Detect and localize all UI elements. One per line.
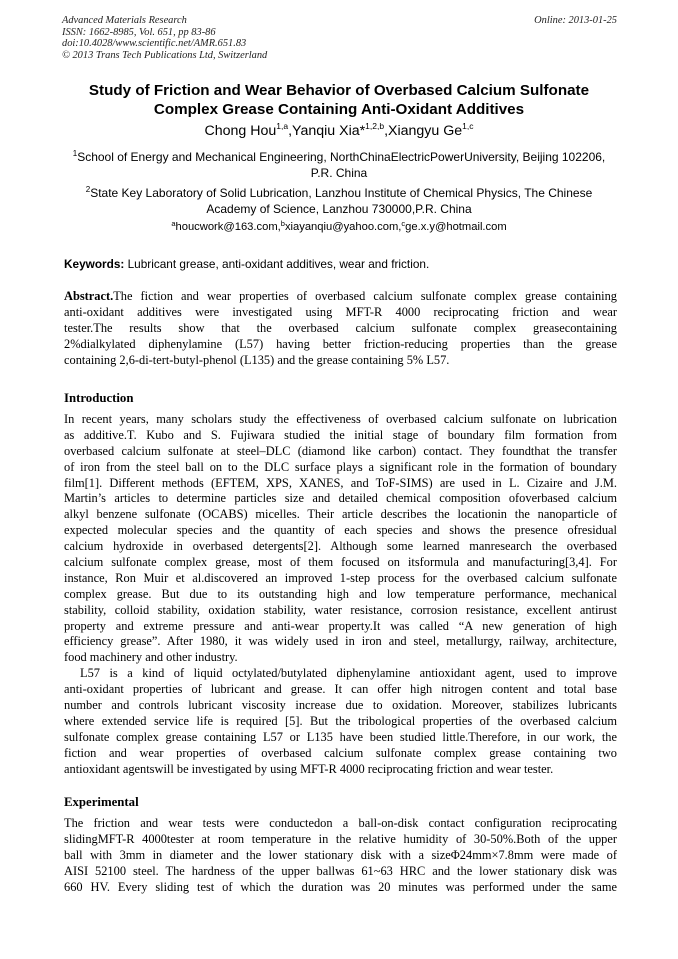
text-line: film[1]. Different methods (EFTEM, XPS, XANES, and ToF-SIMS) are used in L. Cizaire and J.M. xyxy=(64,475,617,490)
abstract-line: containing 2,6-di-tert-butyl-phenol (L135) and the grease containing 5% L57. xyxy=(64,352,450,367)
text-line: of iron from the steel ball on to the DLC surface plays a significant role in the formation of boundary xyxy=(64,459,617,474)
journal-name: Advanced Materials Research xyxy=(62,15,187,26)
text-line: alkyl benzene sulfonate (OCABS) micelles. Their article describes the locationin the nanoparticle of xyxy=(64,507,617,522)
text-line: overbased calcium sulfonate at steel–DLC (diamond like carbon) contact. They foundthat the transfer xyxy=(64,443,617,458)
text-line: sulfonate complex grease containing L57 or L135 have been studied little.Therefore, in our work, the xyxy=(64,729,617,744)
text-line: slidingMFT-R 4000tester at room temperature in the relative humidity of 30-50%.Both of the upper xyxy=(64,831,617,846)
text-line: complex grease. But due to its outstanding high and low temperature performance, mechanical xyxy=(64,586,617,601)
author-2-name: ,Yanqiu Xia* xyxy=(288,123,366,139)
author-list xyxy=(40,122,638,140)
affiliation-2-line-1 xyxy=(40,185,638,201)
text-line: where extended service life is required [5]. But the tribological properties of the overbased calcium xyxy=(64,713,617,728)
author-1-name: Chong Hou xyxy=(204,123,277,139)
author-emails xyxy=(40,220,638,235)
text-line: ball with 3mm in diameter and the lower stationary disk with a sizeΦ24mm×7.8mm were made of xyxy=(64,847,617,862)
affiliation-2-text-1: State Key Laboratory of Solid Lubrication, Lanzhou Institute of Chemical Physics, The Chinese xyxy=(90,186,593,200)
affiliation-2-mark: 2 xyxy=(85,185,91,194)
text-line: as additive.T. Kubo and S. Fujiwara studied the initial stage of boundary film formation from xyxy=(64,427,617,442)
text-line: 660 HV. Every sliding test of which the duration was 20 minutes was performed under the same xyxy=(64,879,617,894)
text-line: anti-oxidant properties of lubricant and grease. It can offer high nitrogen content and total base xyxy=(64,682,617,697)
keywords xyxy=(64,256,619,272)
section-heading-introduction: Introduction xyxy=(64,391,134,405)
text-line: number and controls lubricant viscosity increase due to oxidation. Moreover, stabilizes lubricants xyxy=(64,698,617,713)
text-line: calcium hydroxide in overbased detergents[2]. Although some learned manresearch the overbased xyxy=(64,539,617,554)
affiliation-2 xyxy=(40,185,638,217)
journal-header xyxy=(62,15,617,61)
text-line: fiction and wear properties of overbased calcium sulfonate complex grease containing two xyxy=(64,745,617,760)
email-c: ge.x.y@hotmail.com xyxy=(405,221,507,233)
online-date: Online: 2013-01-25 xyxy=(534,15,617,26)
email-a-mark: a xyxy=(171,219,176,228)
abstract-line: anti-oxidant additives were investigated using MFT-R 4000 reciprocating friction and wear xyxy=(64,304,617,319)
text-line: Martin’s articles to determine particles size and detailed chemical composition ofoverbased calcium xyxy=(64,491,617,506)
email-a: houcwork@163.com, xyxy=(175,221,281,233)
author-1-affil-mark: 1,a xyxy=(276,121,289,131)
email-c-mark: c xyxy=(401,219,406,228)
affiliation-1-text-1: School of Energy and Mechanical Engineering, NorthChinaElectricPowerUniversity, Beijing 102206, xyxy=(77,150,606,164)
text-line: L57 is a kind of liquid octylated/butylated diphenylamine antioxidant agent, used to improve xyxy=(80,666,617,681)
section-heading-experimental: Experimental xyxy=(64,795,139,809)
text-line: efficiency grease”. After 1980, it was widely used in iron and steel, metallurgy, railway, architecture, xyxy=(64,634,617,649)
abstract xyxy=(64,289,617,368)
text-line: The friction and wear tests were conductedon a ball-on-disk contact configuration reciprocating xyxy=(64,816,617,830)
text-line: food machinery and other industry. xyxy=(64,650,238,665)
abstract-line: 2%dialkylated diphenylamine (L57) having better friction-reducing properties than the grease xyxy=(64,336,617,351)
journal-copyright: © 2013 Trans Tech Publications Ltd, Switzerland xyxy=(62,49,268,61)
experimental-text xyxy=(64,816,617,895)
text-line: antioxidant agentswill be investigated by using MFT-R 4000 reciprocating friction and wear tester. xyxy=(64,761,554,776)
text-line: expected molecular species and the quantity of each species and shows the presence ofresidual xyxy=(64,523,617,538)
email-b: xiayanqiu@yahoo.com, xyxy=(284,221,402,233)
abstract-line xyxy=(64,289,617,305)
introduction-text xyxy=(64,412,617,777)
affiliation-1-line-1 xyxy=(40,149,638,165)
text-line: stability, colloid stability, oxidation stability, water resistance, corrosion resistance, excellent antirust xyxy=(64,602,617,617)
abstract-line: tester.The results show that the overbased calcium sulfonate complex greasecontaining xyxy=(64,320,617,335)
title-line-1: Study of Friction and Wear Behavior of Overbased Calcium Sulfonate xyxy=(88,82,590,99)
keywords-text: Lubricant grease, anti-oxidant additives, wear and friction. xyxy=(124,257,430,271)
text-line: In recent years, many scholars study the effectiveness of overbased calcium sulfonate on lubrication xyxy=(64,412,617,426)
text-line: AISI 52100 steel. The hardness of the upper ballwas 61~63 HRC and the lower stationary disk was xyxy=(64,863,617,878)
author-3-name: ,Xiangyu Ge xyxy=(384,123,463,139)
title-line-2: Complex Grease Containing Anti-Oxidant Additives xyxy=(153,101,525,118)
affiliation-2-line-2: Academy of Science, Lanzhou 730000,P.R. China xyxy=(206,202,472,216)
abstract-label: Abstract. xyxy=(64,289,114,303)
email-b-mark: b xyxy=(280,219,285,228)
abstract-line-1-text: The fiction and wear properties of overbased calcium sulfonate complex grease containing xyxy=(113,289,617,303)
journal-issn: ISSN: 1662-8985, Vol. 651, pp 83-86 xyxy=(62,26,216,38)
paper-title xyxy=(40,81,638,119)
journal-doi: doi:10.4028/www.scientific.net/AMR.651.83 xyxy=(62,38,247,50)
text-line: instance, Ron Muir et al.discovered an improved 1-step process for the overbased calcium sulfonate xyxy=(64,570,617,585)
text-line: calcium sulfonate complex grease, most of them focused on itsformula and manufacturing[3,4]. For xyxy=(64,555,617,570)
author-3-affil-mark: 1,c xyxy=(462,121,474,131)
affiliation-1 xyxy=(40,149,638,181)
keywords-label: Keywords: xyxy=(64,257,125,271)
affiliation-1-mark: 1 xyxy=(72,149,78,158)
text-line: property and extreme pressure and anti-wear property.It was called “A new generation of high xyxy=(64,618,617,633)
affiliation-1-line-2: P.R. China xyxy=(310,166,368,180)
author-2-affil-mark: 1,2,b xyxy=(365,121,385,131)
